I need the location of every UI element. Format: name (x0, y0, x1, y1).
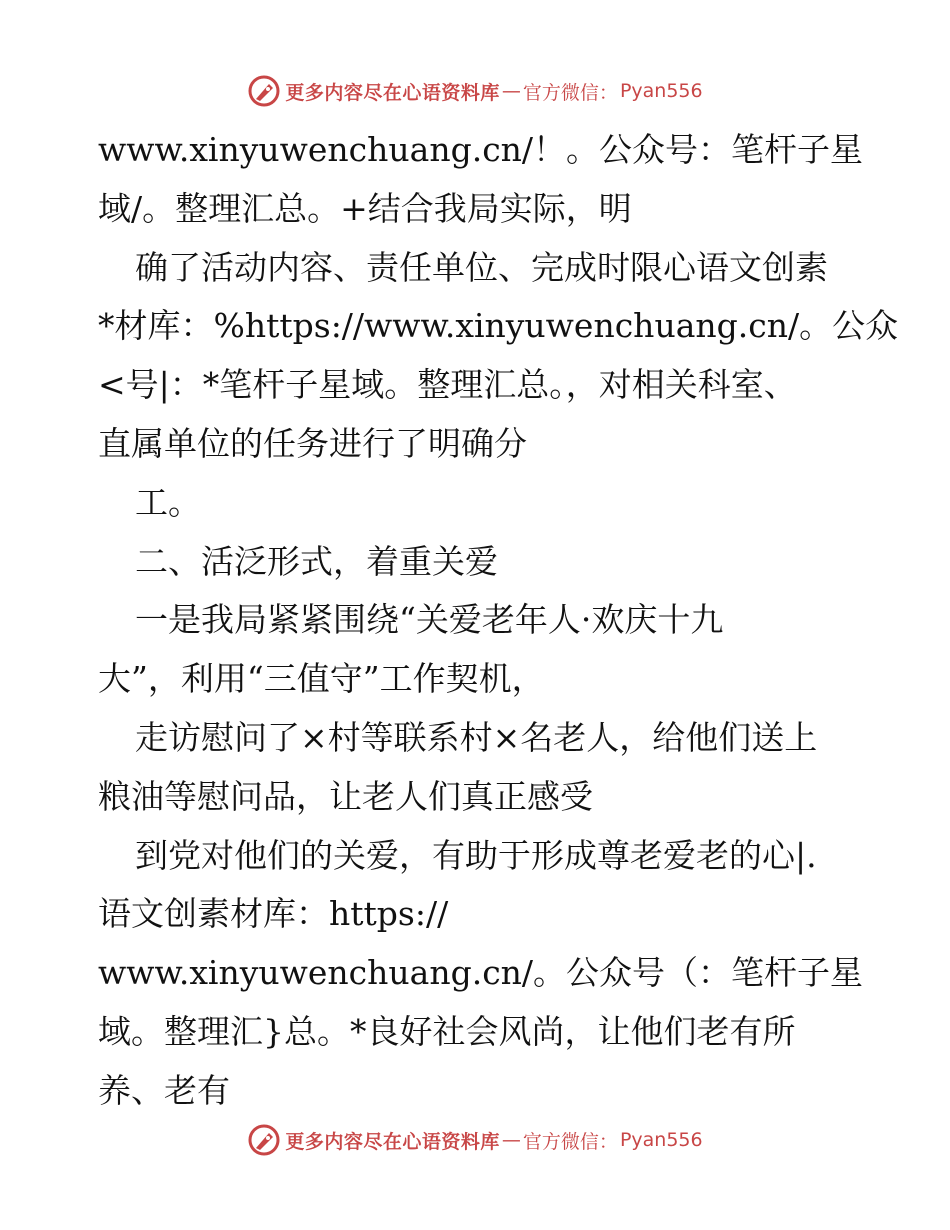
text-line: 确了活动内容、责任单位、完成时限心语文创素 (135, 247, 828, 287)
text-line: 到党对他们的关爱，有助于形成尊老爱老的心|. (135, 835, 817, 875)
banner-separator: — (501, 80, 521, 102)
pen-nib-logo-icon (247, 1123, 281, 1157)
text-line: <号|：*笔杆子星域。整理汇总。，对相关科室、 (98, 365, 797, 405)
text-line: 养、老有 (98, 1070, 230, 1110)
text-line: 域。整理汇}总。*良好社会风尚，让他们老有所 (98, 1011, 796, 1051)
pen-nib-logo-icon (247, 74, 281, 108)
footer-banner (0, 1118, 950, 1162)
banner-wechat-label: 官方微信： (522, 81, 618, 104)
text-line: 语文创素材库：https:// (98, 894, 449, 934)
text-line: 走访慰问了×村等联系村×名老人，给他们送上 (135, 717, 818, 757)
text-line: *材库：%https://www.xinyuwenchuang.cn/。公众 (98, 306, 899, 346)
text-line: www.xinyuwenchuang.cn/！。公众号：笔杆子星 (98, 130, 864, 169)
text-line: 大”，利用“三值守”工作契机， (98, 659, 545, 699)
banner-wechat-label: 官方微信： (522, 1130, 618, 1153)
text-line: 域/。整理汇总。+结合我局实际，明 (98, 188, 632, 228)
text-line: 二、活泛形式，着重关爱 (135, 541, 498, 581)
banner-text: 更多内容尽在心语资料库 (285, 81, 500, 104)
text-line: 工。 (135, 482, 201, 522)
text-line: www.xinyuwenchuang.cn/。公众号（：笔杆子星 (98, 953, 864, 993)
text-line: 粮油等慰问品，让老人们真正感受 (98, 776, 593, 816)
banner-text: 更多内容尽在心语资料库 (285, 1130, 500, 1153)
text-line: 一是我局紧紧围绕“关爱老年人·欢庆十九 (135, 600, 724, 640)
document-body (98, 121, 899, 1121)
banner-separator: — (501, 1129, 521, 1151)
text-line: 直属单位的任务进行了明确分 (98, 423, 527, 463)
header-banner (0, 69, 950, 113)
banner-wechat-id: Pyan556 (619, 80, 703, 102)
banner-wechat-id: Pyan556 (619, 1129, 703, 1151)
